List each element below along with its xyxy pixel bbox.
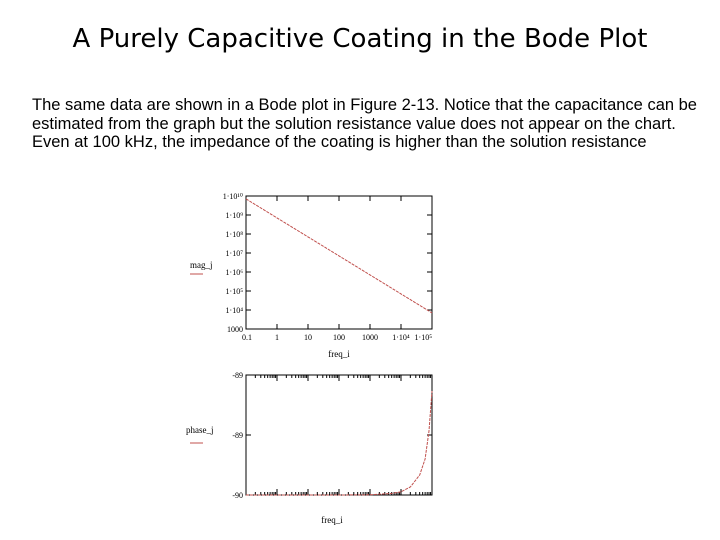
magnitude-series-line (246, 199, 432, 313)
phase-y-tick-label: -89 (232, 431, 243, 440)
magnitude-y-tick-label: 1·10⁸ (225, 230, 243, 239)
phase-plot-frame (246, 375, 432, 495)
magnitude-x-tick-label: 1 (275, 333, 279, 342)
magnitude-x-tick-label: 1·10⁵ (414, 333, 432, 342)
phase-y-tick-label: -90 (232, 491, 243, 500)
magnitude-x-tick-label: 0.1 (242, 333, 252, 342)
magnitude-y-tick-label: 1·10⁵ (225, 287, 243, 296)
phase-y-axis-label: phase_j (186, 425, 214, 435)
magnitude-x-tick-label: 1000 (362, 333, 378, 342)
phase-y-tick-labels (232, 371, 243, 500)
magnitude-x-axis-label: freq_i (328, 349, 350, 359)
magnitude-x-tick-label: 100 (333, 333, 345, 342)
phase-x-axis-label: freq_i (321, 515, 343, 525)
slide-title: A Purely Capacitive Coating in the Bode Plot (72, 24, 648, 54)
magnitude-y-tick-label: 1000 (227, 325, 243, 334)
magnitude-y-tick-label: 1·10¹⁰ (222, 192, 243, 201)
magnitude-plot (190, 192, 432, 359)
magnitude-y-axis-label: mag_j (190, 260, 213, 270)
magnitude-x-tick-labels (242, 333, 432, 342)
magnitude-x-tick-label: 10 (304, 333, 312, 342)
magnitude-y-tick-label: 1·10⁶ (225, 268, 243, 277)
magnitude-y-tick-labels (223, 192, 243, 334)
magnitude-y-tick-label: 1·10⁴ (225, 306, 243, 315)
magnitude-y-tick-label: 1·10⁹ (225, 211, 243, 220)
phase-y-tick-label: -89 (232, 371, 243, 380)
phase-plot (186, 371, 432, 525)
magnitude-y-tick-label: 1·10⁷ (225, 249, 243, 258)
phase-series-line (246, 391, 432, 495)
phase-grid-ticks (246, 375, 432, 495)
slide-paragraph: The same data are shown in a Bode plot in Figure 2-13. Notice that the capacitance can be estimated from the graph but the solution resistance value does not appear on the chart. Even at 100 kHz, the impedance of the coating is higher than the solution resistance (32, 96, 697, 151)
magnitude-x-tick-label: 1·10⁴ (392, 333, 410, 342)
